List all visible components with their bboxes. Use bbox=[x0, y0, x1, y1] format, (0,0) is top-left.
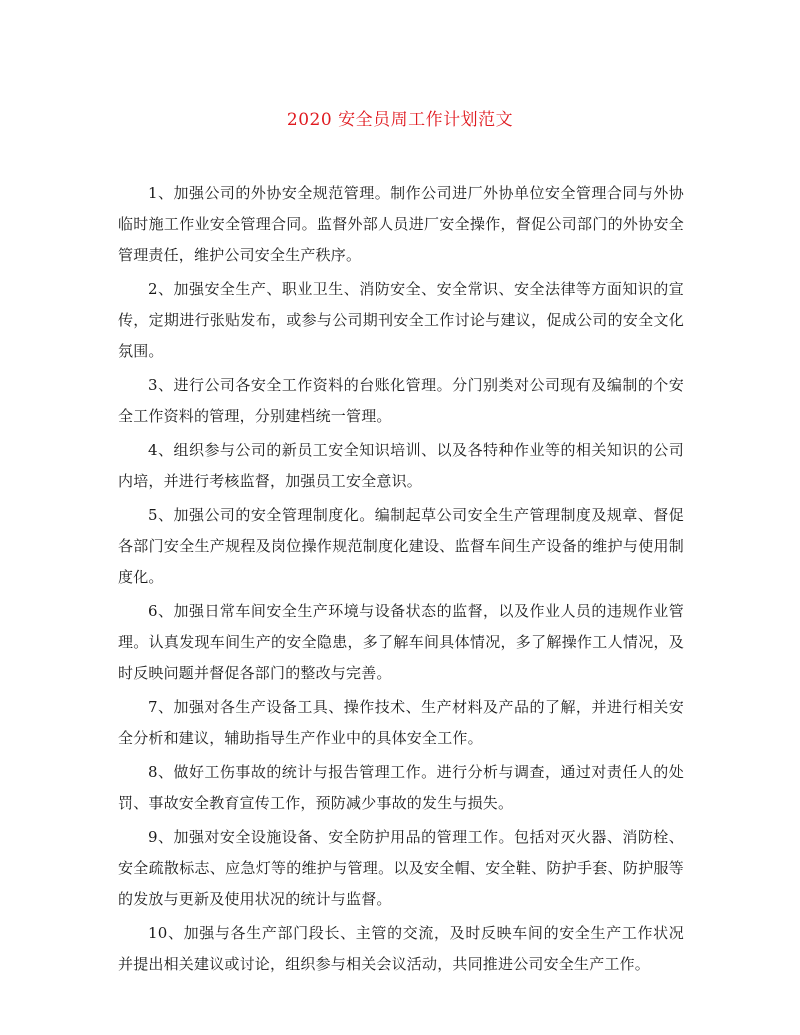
paragraph-7: 7、加强对各生产设备工具、操作技术、生产材料及产品的了解，并进行相关安全分析和建议，辅助指导生产作业中的具体安全工作。 bbox=[118, 698, 684, 747]
paragraph-4: 4、组织参与公司的新员工安全知识培训、以及各特种作业等的相关知识的公司内培，并进行考核监督，加强员工安全意识。 bbox=[118, 441, 684, 490]
paragraph-8: 8、做好工伤事故的统计与报告管理工作。进行分析与调查，通过对责任人的处罚、事故安全教育宣传工作，预防减少事故的发生与损失。 bbox=[118, 763, 684, 812]
paragraph-5: 5、加强公司的安全管理制度化。编制起草公司安全生产管理制度及规章、督促各部门安全生产规程及岗位操作规范制度化建设、监督车间生产设备的维护与使用制度化。 bbox=[118, 506, 684, 586]
paragraph-2: 2、加强安全生产、职业卫生、消防安全、安全常识、安全法律等方面知识的宣传，定期进行张贴发布，或参与公司期刊安全工作讨论与建议，促成公司的安全文化氛围。 bbox=[118, 280, 684, 360]
paragraph-3: 3、进行公司各安全工作资料的台账化管理。分门别类对公司现有及编制的个安全工作资料的管理，分别建档统一管理。 bbox=[118, 376, 684, 425]
paragraph-1: 1、加强公司的外协安全规范管理。制作公司进厂外协单位安全管理合同与外协临时施工作业安全管理合同。监督外部人员进厂安全操作，督促公司部门的外协安全管理责任，维护公司安全生产秩序。 bbox=[118, 184, 684, 264]
paragraph-10: 10、加强与各生产部门段长、主管的交流，及时反映车间的安全生产工作状况并提出相关建议或讨论，组织参与相关会议活动，共同推进公司安全生产工作。 bbox=[118, 924, 684, 973]
document-title: 2020 安全员周工作计划范文 bbox=[286, 110, 514, 130]
paragraph-6: 6、加强日常车间安全生产环境与设备状态的监督，以及作业人员的违规作业管理。认真发现车间生产的安全隐患，多了解车间具体情况，多了解操作工人情况，及时反映问题并督促各部门的整改与完善。 bbox=[118, 602, 684, 682]
document-body bbox=[118, 178, 684, 983]
paragraph-9: 9、加强对安全设施设备、安全防护用品的管理工作。包括对灭火器、消防栓、安全疏散标志、应急灯等的维护与管理。以及安全帽、安全鞋、防护手套、防护服等的发放与更新及使用状况的统计与监督。 bbox=[118, 828, 684, 908]
